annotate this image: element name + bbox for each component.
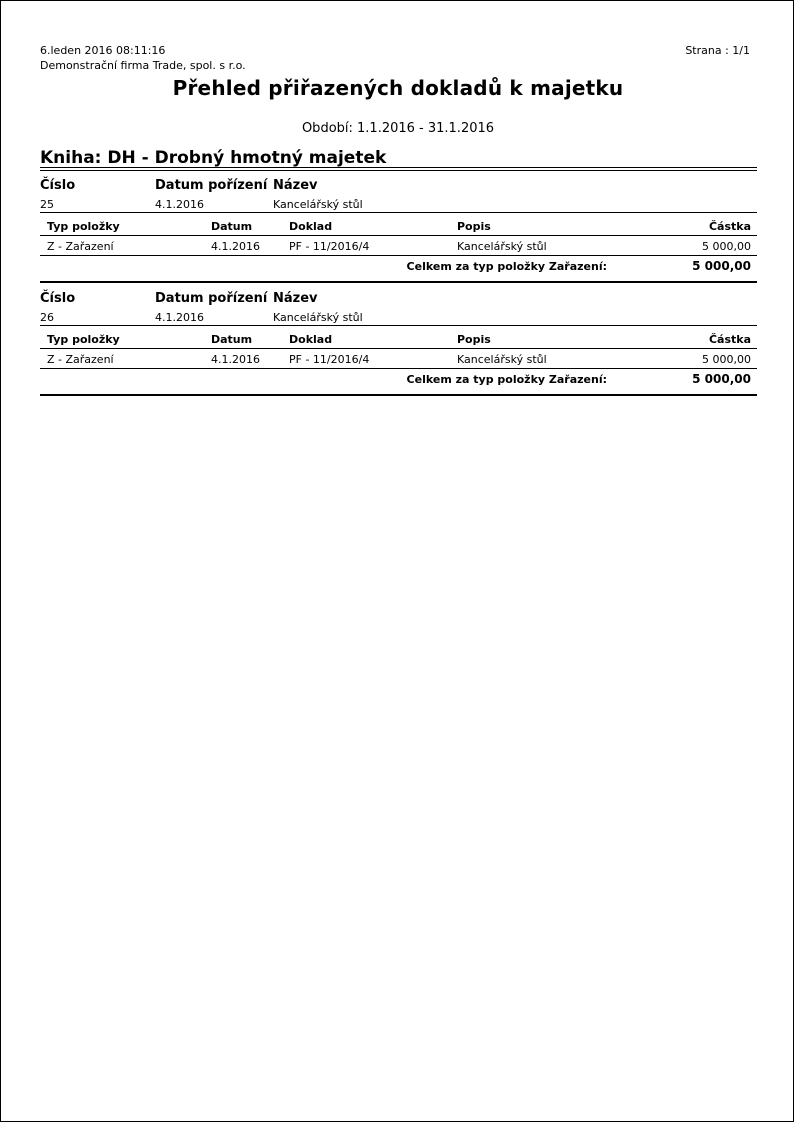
item-document-header: Doklad	[289, 220, 333, 233]
item-description: Kancelářský stůl	[457, 240, 547, 253]
item-date-header: Datum	[211, 333, 253, 346]
print-datetime: 6.leden 2016 08:11:16	[40, 44, 166, 57]
total-label: Celkem za typ položky Zařazení:	[406, 373, 607, 386]
item-type: Z - Zařazení	[47, 240, 114, 253]
item-amount-header: Částka	[708, 220, 751, 233]
item-description-header: Popis	[457, 333, 491, 346]
asset-number: 25	[40, 198, 54, 211]
asset-name: Kancelářský stůl	[273, 311, 363, 324]
item-document-header: Doklad	[289, 333, 333, 346]
book-divider-top	[40, 167, 757, 168]
asset-name: Kancelářský stůl	[273, 198, 363, 211]
company-name: Demonstrační firma Trade, spol. s r.o.	[40, 59, 246, 72]
item-header-divider	[40, 235, 757, 236]
item-date: 4.1.2016	[211, 353, 260, 366]
item-document: PF - 11/2016/4	[289, 353, 370, 366]
asset-name-header: Název	[273, 178, 318, 193]
asset-block-end-divider	[40, 281, 757, 283]
item-description-header: Popis	[457, 220, 491, 233]
asset-divider	[40, 325, 757, 326]
total-label: Celkem za typ položky Zařazení:	[406, 260, 607, 273]
report-period: Období: 1.1.2016 - 31.1.2016	[301, 121, 495, 136]
item-row-divider	[40, 255, 757, 256]
item-header-divider	[40, 348, 757, 349]
asset-acquired-header: Datum pořízení	[155, 178, 268, 193]
asset-divider	[40, 212, 757, 213]
item-type-header: Typ položky	[47, 220, 120, 233]
page-number: Strana : 1/1	[685, 44, 750, 57]
asset-acquired-header: Datum pořízení	[155, 291, 268, 306]
asset-acquired: 4.1.2016	[155, 198, 204, 211]
asset-block-end-divider	[40, 394, 757, 396]
item-date-header: Datum	[211, 220, 253, 233]
asset-acquired: 4.1.2016	[155, 311, 204, 324]
item-amount: 5 000,00	[702, 353, 751, 366]
report-header-left	[40, 43, 246, 73]
book-divider-bottom	[40, 170, 757, 171]
asset-number-header: Číslo	[40, 178, 76, 193]
item-description: Kancelářský stůl	[457, 353, 547, 366]
report-title: Přehled přiřazených dokladů k majetku	[172, 76, 624, 100]
asset-number: 26	[40, 311, 54, 324]
total-value: 5 000,00	[692, 259, 751, 273]
item-amount-header: Částka	[708, 333, 751, 346]
item-type-header: Typ položky	[47, 333, 120, 346]
asset-name-header: Název	[273, 291, 318, 306]
item-date: 4.1.2016	[211, 240, 260, 253]
item-amount: 5 000,00	[702, 240, 751, 253]
item-document: PF - 11/2016/4	[289, 240, 370, 253]
asset-number-header: Číslo	[40, 291, 76, 306]
total-value: 5 000,00	[692, 372, 751, 386]
item-row-divider	[40, 368, 757, 369]
book-heading: Kniha: DH - Drobný hmotný majetek	[40, 148, 387, 168]
item-type: Z - Zařazení	[47, 353, 114, 366]
